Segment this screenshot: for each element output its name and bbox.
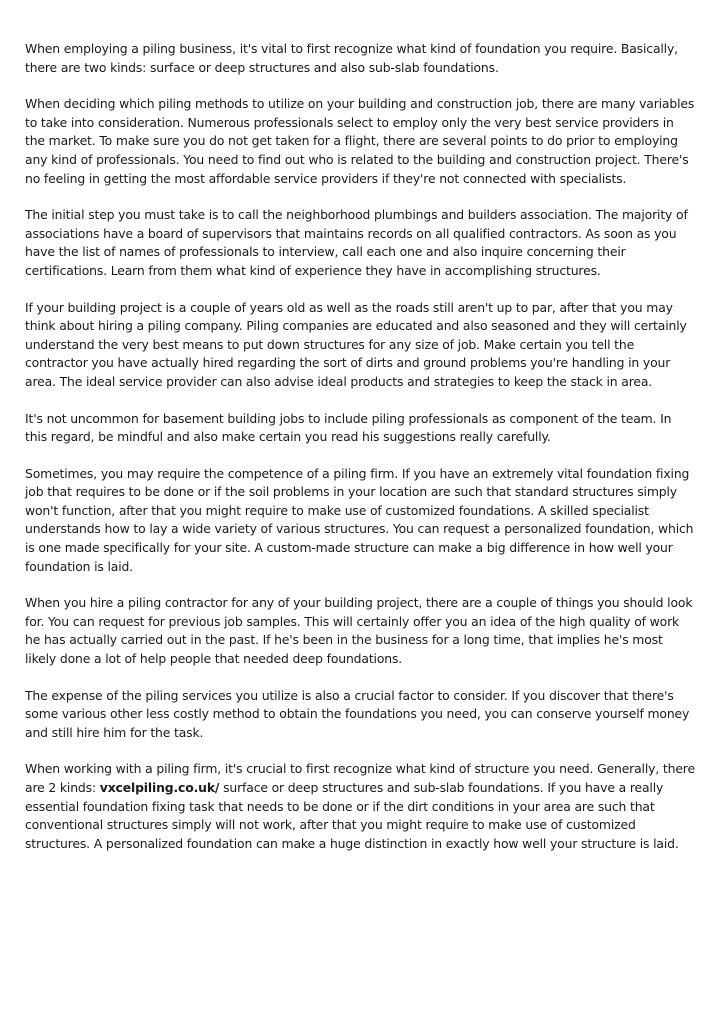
paragraph-8: The expense of the piling services you utilize is also a crucial factor to consider. If you discover that there's some various other less costly method to obtain the foundations you need, you can conserve yourself money and still hire him for the task. [25,687,690,740]
paragraph-7: When you hire a piling contractor for any of your building project, there are a couple of things you should look for. You can request for previous job samples. This will certainly offer you an idea of the high quality of work he has actually carried out in the past. If he's been in the business for a long time, that implies he's most likely done a lot of help people that needed deep foundations. [25,595,693,667]
paragraph-9 [25,760,697,853]
paragraph-4: If your building project is a couple of years old as well as the roads still aren't up to par, after that you may think about hiring a piling company. Piling companies are educated and also seasoned and they will certainly understand the very best means to put down structures for any size of job. Make certain you tell the contractor you have actually hired regarding the sort of dirts and ground problems you're handling in your area. The ideal service provider can also advise ideal products and strategies to keep the stack in area. [25,299,687,389]
paragraph-9-text-start: When working with a piling firm, it's crucial to first recognize what kind of structure you need. Generally, there are 2 kinds: [25,761,695,795]
paragraph-1: When employing a piling business, it's vital to first recognize what kind of foundation you require. Basically, there are two kinds: surface or deep structures and also sub-slab foundations. [25,41,678,75]
paragraph-9-text-end: surface or deep structures and sub-slab foundations. If you have a really essential foundation fixing task that needs to be done or if the dirt conditions in your area are such that conventional structures simply will not work, after that you might require to make use of customized structures. A personalized foundation can make a huge distinction in exactly how well your structure is laid. [25,780,679,851]
paragraph-2: When deciding which piling methods to utilize on your building and construction job, there are many variables to take into consideration. Numerous professionals select to employ only the very best service providers in the market. To make sure you do not get taken for a flight, there are several points to do prior to employing any kind of professionals. You need to find out who is related to the building and construction project. There's no feeling in getting the most affordable service providers if they're not connected with specialists. [25,96,695,186]
paragraph-6: Sometimes, you may require the competence of a piling firm. If you have an extremely vital foundation fixing job that requires to be done or if the soil problems in your location are such that standard structures simply won't function, after that you might require to make use of customized foundations. A skilled specialist understands how to lay a wide variety of various structures. You can request a personalized foundation, which is one made specifically for your site. A custom-made structure can make a big difference in how well your foundation is laid. [25,465,694,574]
site-link[interactable]: vxcelpiling.co.uk/ [99,780,220,795]
paragraph-3: The initial step you must take is to call the neighborhood plumbings and builders association. The majority of associations have a board of supervisors that maintains records on all qualified contractors. As soon as you have the list of names of professionals to interview, call each one and also inquire concerning their certifications. Learn from them what kind of experience they have in accomplishing structures. [25,207,688,278]
paragraph-5: It's not uncommon for basement building jobs to include piling professionals as component of the team. In this regard, be mindful and also make certain you read his suggestions really carefully. [25,410,672,445]
document-body [25,40,697,871]
